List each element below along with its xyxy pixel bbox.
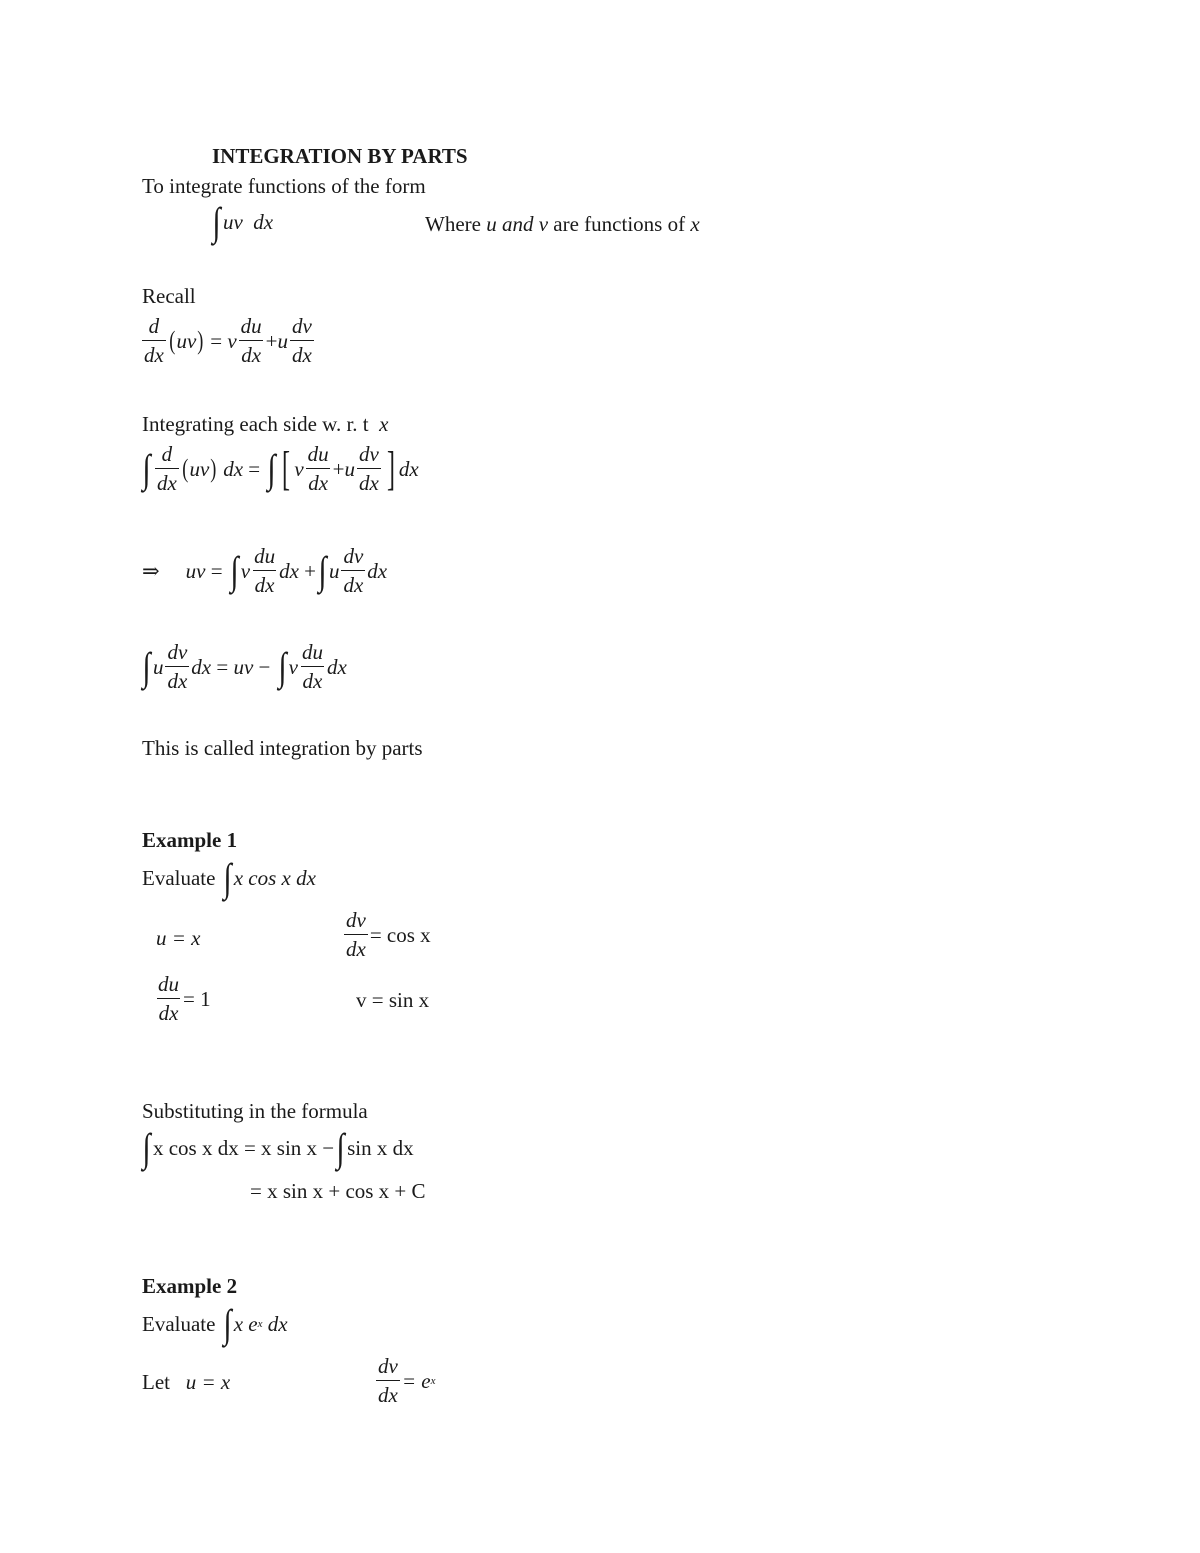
- example2-dvdx: $\frac{dv}{dx}$ = e x: [378, 1354, 436, 1407]
- example2-evaluate: Evaluate ∫ x e x dx: [142, 1301, 288, 1346]
- example1-line2: = x sin x + cos x + C: [250, 1179, 426, 1203]
- example1-dvdx: $\frac{dv}{dx}$ = cos x: [346, 908, 431, 961]
- example1-dudx: $\frac{du}{dx}$ = 1: [158, 972, 211, 1025]
- page-title: INTEGRATION BY PARTS: [212, 144, 468, 168]
- integration-by-parts-formula: ∫ u $\frac{dv}{dx}$ dx = uv − ∫ v $\frac{du}{dx}$ dx: [142, 640, 347, 693]
- where-statement: Where u and v are functions of x: [425, 212, 700, 236]
- example1-v: v = sin x: [356, 988, 430, 1012]
- example1-substituting: Substituting in the formula: [142, 1099, 368, 1123]
- integrated-equation: ∫ $\frac{d}{dx}$ ( uv ) dx = ∫ [ v $\frac{du}{dx}$ + u $\frac{dv}{dx}$ ] dx: [142, 442, 419, 495]
- called-text: This is called integration by parts: [142, 736, 423, 760]
- integral-uv-formula: ∫ uv dx: [212, 199, 274, 244]
- recall-label: Recall: [142, 284, 196, 308]
- example2-heading: Example 2: [142, 1274, 238, 1298]
- example1-evaluate: Evaluate ∫ x cos x dx: [142, 855, 316, 900]
- integrating-text: Integrating each side w. r. t x: [142, 412, 389, 436]
- example1-u: u = x: [156, 926, 201, 950]
- product-rule-equation: $\frac{d}{dx}$ ( uv ) = v $\frac{du}{dx}$ + u $\frac{dv}{dx}$: [144, 314, 312, 367]
- example2-let: Let u = x: [142, 1370, 231, 1394]
- example1-heading: Example 1: [142, 828, 238, 852]
- example1-line1: ∫ x cos x dx = x sin x − ∫ sin x dx: [142, 1125, 414, 1170]
- implies-equation: ⇒ uv = ∫ v $\frac{du}{dx}$ dx + ∫ u $\frac{dv}{dx}$ dx: [142, 544, 388, 597]
- intro-text: To integrate functions of the form: [142, 174, 426, 198]
